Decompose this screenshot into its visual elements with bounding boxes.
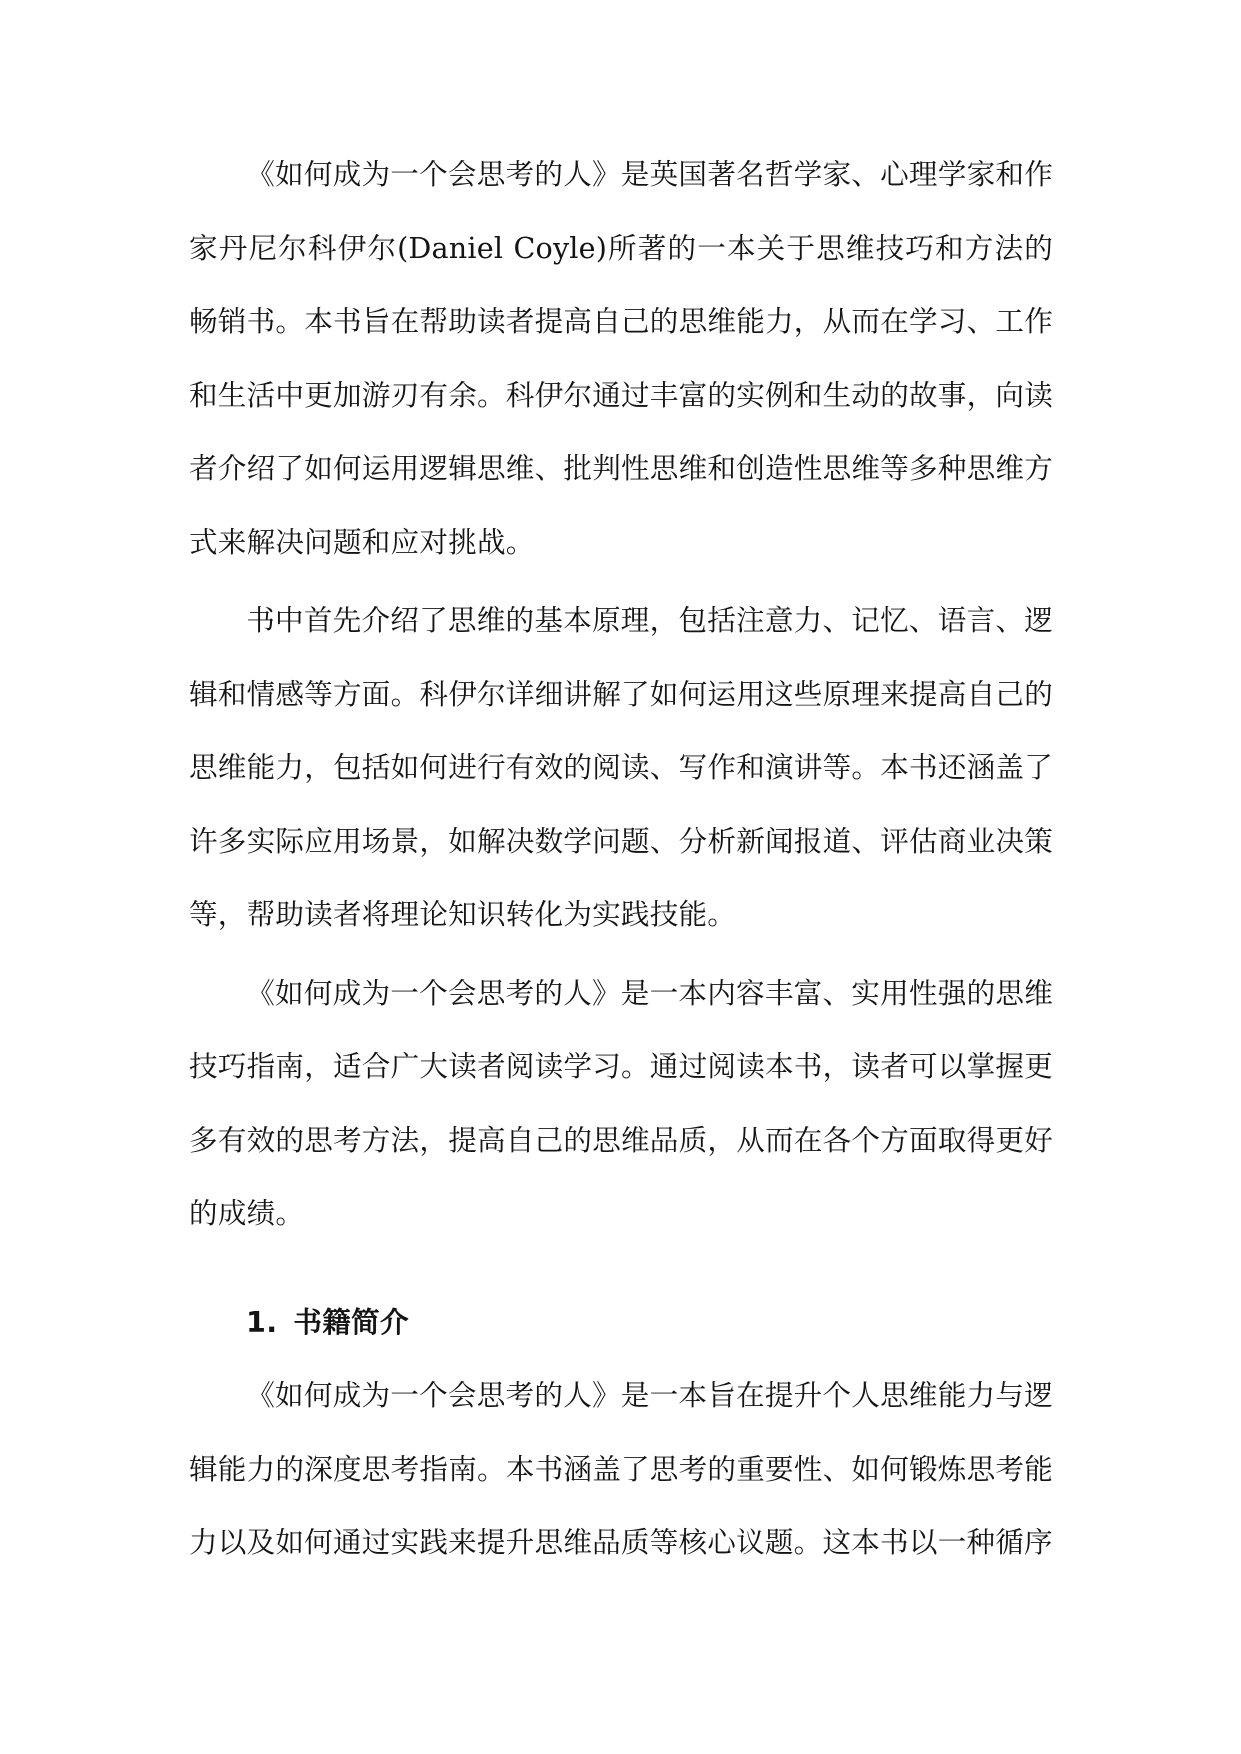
document-body: [189, 138, 1053, 1580]
section-paragraph-1: 《如何成为一个会思考的人》是一本旨在提升个人思维能力与逻辑能力的深度思考指南。本书涵盖了思考的重要性、如何锻炼思考能力以及如何通过实践来提升思维品质等核心议题。这本书以一种循序: [189, 1378, 1053, 1559]
intro-paragraph-3: 《如何成为一个会思考的人》是一本内容丰富、实用性强的思维技巧指南，适合广大读者阅读学习。通过阅读本书，读者可以掌握更多有效的思考方法，提高自己的思维品质，从而在各个方面取得更好的成绩。: [189, 975, 1053, 1230]
section-title: 书籍简介: [293, 1304, 409, 1339]
section-number: 1.: [246, 1304, 278, 1339]
intro-paragraph-1: 《如何成为一个会思考的人》是英国著名哲学家、心理学家和作家丹尼尔科伊尔(Daniel Coyle)所著的一本关于思维技巧和方法的畅销书。本书旨在帮助读者提高自己的思维能力，从而在学习、工作和生活中更加游刃有余。科伊尔通过丰富的实例和生动的故事，向读者介绍了如何运用逻辑思维、批判性思维和创造性思维等多种思维方式来解决问题和应对挑战。: [189, 157, 1053, 559]
intro-paragraph-2: 书中首先介绍了思维的基本原理，包括注意力、记忆、语言、逻辑和情感等方面。科伊尔详细讲解了如何运用这些原理来提高自己的思维能力，包括如何进行有效的阅读、写作和演讲等。本书还涵盖了许多实际应用场景，如解决数学问题、分析新闻报道、评估商业决策等，帮助读者将理论知识转化为实践技能。: [189, 603, 1053, 931]
section-heading: [189, 1286, 1053, 1360]
